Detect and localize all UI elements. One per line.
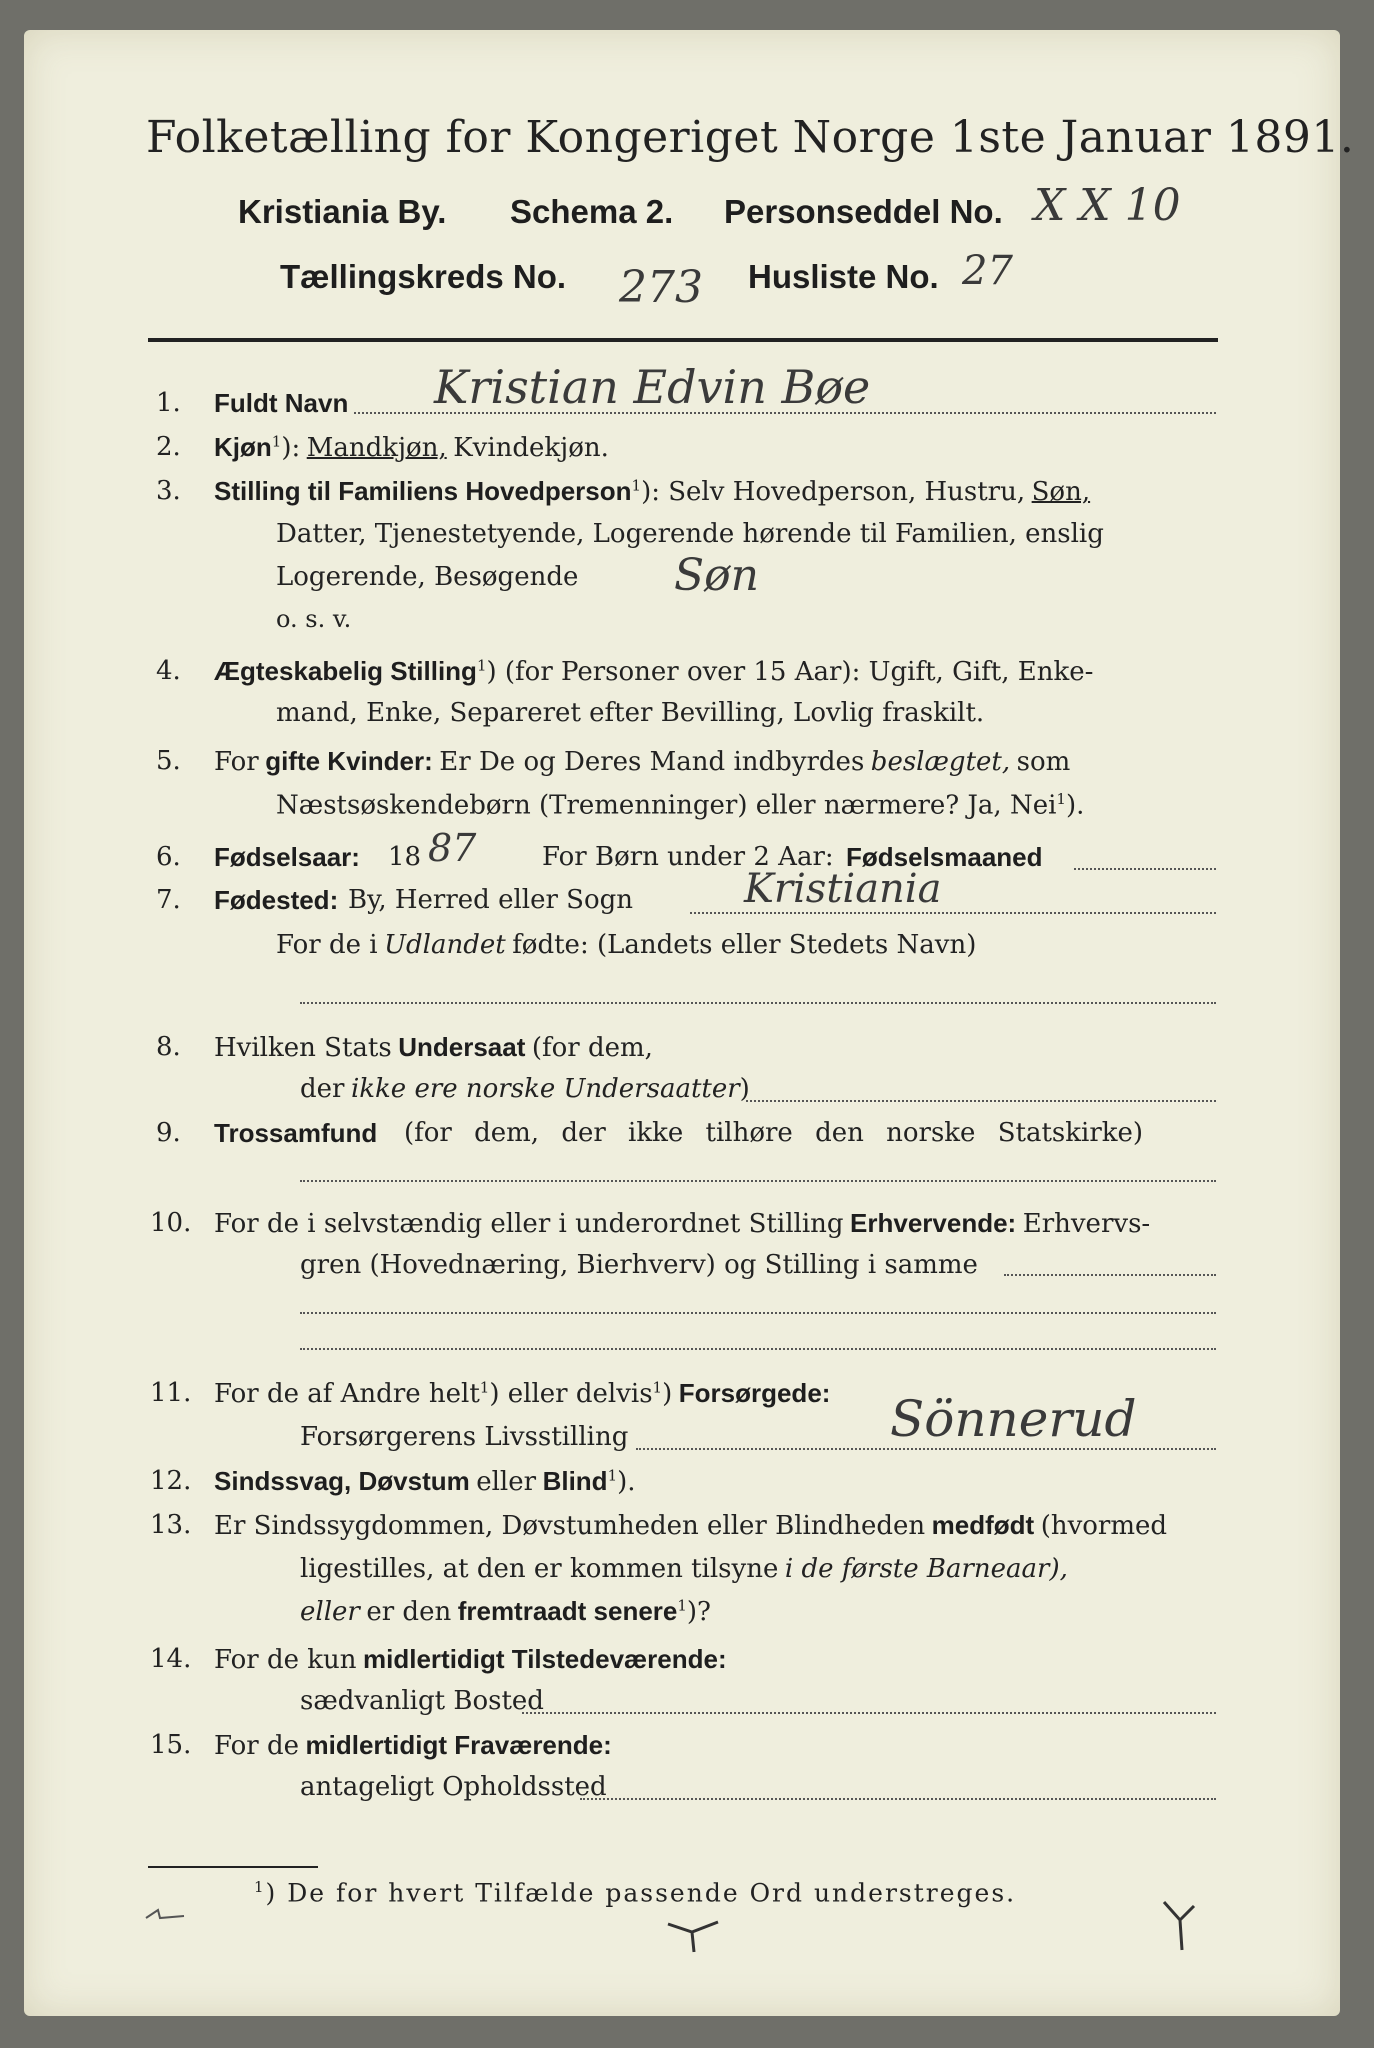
kreds-label: Tællingskreds No.	[280, 258, 567, 295]
field-13-label: medfødt	[931, 1510, 1035, 1540]
field-10-blank-line-2	[300, 1348, 1216, 1350]
pencil-mark-right	[1160, 1896, 1200, 1956]
husliste-value: 27	[962, 248, 1013, 294]
field-15-label: midlertidigt Fraværende:	[305, 1730, 612, 1760]
field-5-line2-end: ).	[1065, 790, 1085, 821]
field-5-label: gifte Kvinder:	[265, 746, 433, 776]
field-3-son-option: Søn,	[1031, 477, 1091, 507]
field-14-number: 14.	[150, 1644, 192, 1674]
field-2-line	[214, 432, 609, 463]
field-3-line4: o. s. v.	[276, 605, 352, 633]
field-14-line1	[214, 1644, 727, 1675]
field-6-label: Fødselsaar:	[214, 842, 360, 872]
field-11-number: 11.	[150, 1378, 192, 1408]
field-8-pre: Hvilken Stats	[214, 1033, 392, 1063]
field-10-label: Erhvervende:	[850, 1208, 1017, 1238]
field-5-number: 5.	[156, 746, 181, 776]
schema-label: Schema 2.	[510, 193, 674, 230]
field-12-label: Sindssvag, Døvstum	[214, 1466, 470, 1496]
field-10-number: 10.	[150, 1208, 192, 1238]
field-9-label: Trossamfund	[214, 1118, 378, 1148]
field-7-line2-pre: For de i	[276, 930, 378, 960]
field-8-line2-end: )	[739, 1074, 750, 1104]
field-8-line2	[300, 1074, 750, 1104]
field-10-pre: For de i selvstændig eller i underordnet Stilling	[214, 1209, 844, 1239]
field-5-pre: For	[214, 747, 259, 777]
field-1-label: Fuldt Navn	[214, 388, 349, 418]
field-3-label: Stilling til Familiens Hovedperson	[214, 476, 632, 506]
field-13-line3-pre: er den	[366, 1597, 452, 1627]
provider-occupation-value: Sönnerud	[890, 1390, 1137, 1448]
field-6-rest: For Børn under 2 Aar:	[542, 842, 834, 872]
field-12-number: 12.	[150, 1466, 192, 1496]
field-6-number: 6.	[156, 842, 181, 872]
field-14-label: midlertidigt Tilstedeværende:	[363, 1644, 727, 1674]
field-3-sup: 1	[631, 476, 642, 495]
field-5-italic: beslægtet,	[870, 747, 1011, 777]
field-15-pre: For de	[214, 1731, 299, 1761]
birth-year-value: 87	[428, 826, 477, 870]
field-7-dotted-line	[690, 912, 1216, 914]
field-13-end: (hvormed	[1040, 1511, 1168, 1541]
field-14-dotted-line	[522, 1712, 1216, 1714]
field-2-label: Kjøn	[214, 432, 272, 462]
field-12-sup: 1	[607, 1466, 618, 1485]
field-13-label2: fremtraadt senere	[457, 1596, 678, 1626]
field-11-dotted-line	[636, 1448, 1216, 1450]
personseddel-label: Personseddel No.	[724, 193, 1003, 230]
footnote-rule	[148, 1866, 318, 1868]
field-7-italic: Udlandet	[384, 930, 506, 960]
form-title: Folketælling for Kongeriget Norge 1ste Januar 1891.	[146, 112, 1355, 163]
gender-option-female: Kvindekjøn.	[453, 433, 609, 463]
field-12-mid: eller	[476, 1467, 537, 1497]
field-4-line1	[214, 656, 1093, 687]
field-8-line2-pre: der	[300, 1074, 345, 1104]
footnote-text: ) De for hvert Tilfælde passende Ord understreges.	[265, 1878, 1017, 1908]
field-11-mid2: )	[662, 1379, 673, 1409]
field-15-number: 15.	[150, 1730, 192, 1760]
birth-year-prefix: 18	[388, 842, 422, 872]
field-11-mid: ) eller delvis	[489, 1379, 653, 1409]
field-4-line2: mand, Enke, Separeret efter Bevilling, Lovlig fraskilt.	[276, 698, 985, 728]
field-7-label: Fødested:	[214, 885, 339, 915]
field-10-end: Erhvervs-	[1022, 1209, 1151, 1239]
field-7-line2-rest: fødte: (Landets eller Stedets Navn)	[512, 930, 977, 960]
field-8-rest: (for dem,	[531, 1033, 653, 1063]
field-7-rest: By, Herred eller Sogn	[348, 885, 634, 915]
full-name-value: Kristian Edvin Bøe	[434, 360, 871, 414]
field-11-label: Forsørgede:	[678, 1378, 831, 1408]
field-2-number: 2.	[156, 432, 181, 462]
field-10-blank-line-1	[300, 1312, 1216, 1314]
birthplace-value: Kristiania	[744, 866, 942, 912]
field-8-label: Undersaat	[398, 1032, 526, 1062]
field-11-line2: Forsørgerens Livsstilling	[300, 1422, 629, 1452]
census-form-page	[24, 30, 1355, 2016]
field-10-dotted-line	[1004, 1274, 1216, 1276]
field-4-label: Ægteskabelig Stilling	[214, 656, 477, 686]
field-11-sup-1: 1	[479, 1378, 490, 1397]
field-7-blank-line	[300, 1002, 1216, 1004]
field-5-line1	[214, 746, 1070, 777]
field-5-line2-text: Næstsøskendebørn (Tremenninger) eller nærmere? Ja, Nei	[276, 790, 1057, 821]
field-15-line2: antageligt Opholdssted	[300, 1772, 607, 1802]
family-position-value: Søn	[674, 550, 759, 601]
field-14-pre: For de kun	[214, 1645, 357, 1675]
field-5-rest: Er De og Deres Mand indbyrdes	[439, 747, 865, 777]
field-6-dotted-line	[1074, 868, 1216, 870]
field-3-line1	[214, 476, 1090, 507]
field-9-dotted-line	[300, 1180, 1216, 1182]
field-12-end: ).	[617, 1467, 636, 1497]
husliste-label: Husliste No.	[748, 258, 939, 295]
field-13-line2-pre: ligestilles, at den er kommen tilsyne	[300, 1554, 779, 1584]
field-8-line1	[214, 1032, 653, 1063]
pencil-mark-center	[664, 1916, 724, 1956]
field-11-sup-2: 1	[652, 1378, 663, 1397]
field-7-line2	[276, 930, 976, 960]
field-13-line1	[214, 1510, 1167, 1541]
field-2-sup: 1	[271, 432, 282, 451]
field-13-line3-end: )?	[686, 1597, 711, 1627]
field-3-number: 3.	[156, 476, 181, 506]
field-4-sup: 1	[476, 656, 487, 675]
field-13-line2	[300, 1554, 1068, 1584]
field-13-number: 13.	[150, 1510, 192, 1540]
field-13-sup: 1	[677, 1596, 687, 1615]
field-2-rest: ):	[281, 433, 301, 463]
field-10-line2: gren (Hovednæring, Bierhverv) og Stilling i samme	[300, 1250, 978, 1280]
field-11-pre: For de af Andre helt	[214, 1379, 480, 1409]
field-3-line2: Datter, Tjenestetyende, Logerende hørende til Familien, enslig	[276, 519, 1104, 549]
field-11-line1	[214, 1378, 830, 1409]
field-8-number: 8.	[156, 1032, 181, 1062]
field-15-dotted-line	[580, 1798, 1216, 1800]
field-9-number: 9.	[156, 1118, 181, 1148]
field-1-number: 1.	[156, 388, 181, 418]
header-rule	[148, 338, 1218, 342]
footnote	[254, 1878, 1016, 1907]
field-4-rest: ) (for Personer over 15 Aar): Ugift, Gift, Enke-	[486, 657, 1094, 687]
field-5-sup: 1	[1056, 790, 1066, 808]
pencil-mark-left	[144, 1906, 204, 1926]
kreds-value: 273	[619, 262, 703, 313]
field-3-line3: Logerende, Besøgende	[276, 562, 579, 592]
field-15-line1	[214, 1730, 612, 1761]
field-4-number: 4.	[156, 656, 181, 686]
field-7-number: 7.	[156, 885, 181, 915]
field-9-rest: (for dem, der ikke tilhøre den norske Statskirke)	[404, 1118, 1144, 1148]
city-label: Kristiania By.	[238, 193, 447, 230]
field-5-end: som	[1016, 747, 1071, 777]
field-12-label2: Blind	[542, 1466, 608, 1496]
field-3-rest: ): Selv Hovedperson, Hustru,	[641, 477, 1026, 507]
field-10-line1	[214, 1208, 1150, 1239]
personseddel-value: X X 10	[1034, 180, 1181, 231]
field-12-line	[214, 1466, 636, 1497]
gender-option-male: Mandkjøn,	[306, 433, 447, 463]
field-13-italic: i de første Barneaar),	[784, 1554, 1068, 1584]
field-14-line2: sædvanligt Bosted	[300, 1686, 544, 1716]
birth-month-label: Fødselsmaaned	[846, 842, 1043, 872]
field-8-dotted-line	[746, 1100, 1216, 1102]
footnote-sup: 1	[254, 1878, 266, 1896]
field-5-line2	[276, 790, 1084, 821]
field-13-line3-italic: eller	[300, 1597, 360, 1627]
field-8-italic: ikke ere norske Undersaatter	[350, 1074, 740, 1104]
field-13-pre: Er Sindssygdommen, Døvstumheden eller Blindheden	[214, 1511, 926, 1541]
field-13-line3	[300, 1596, 711, 1627]
